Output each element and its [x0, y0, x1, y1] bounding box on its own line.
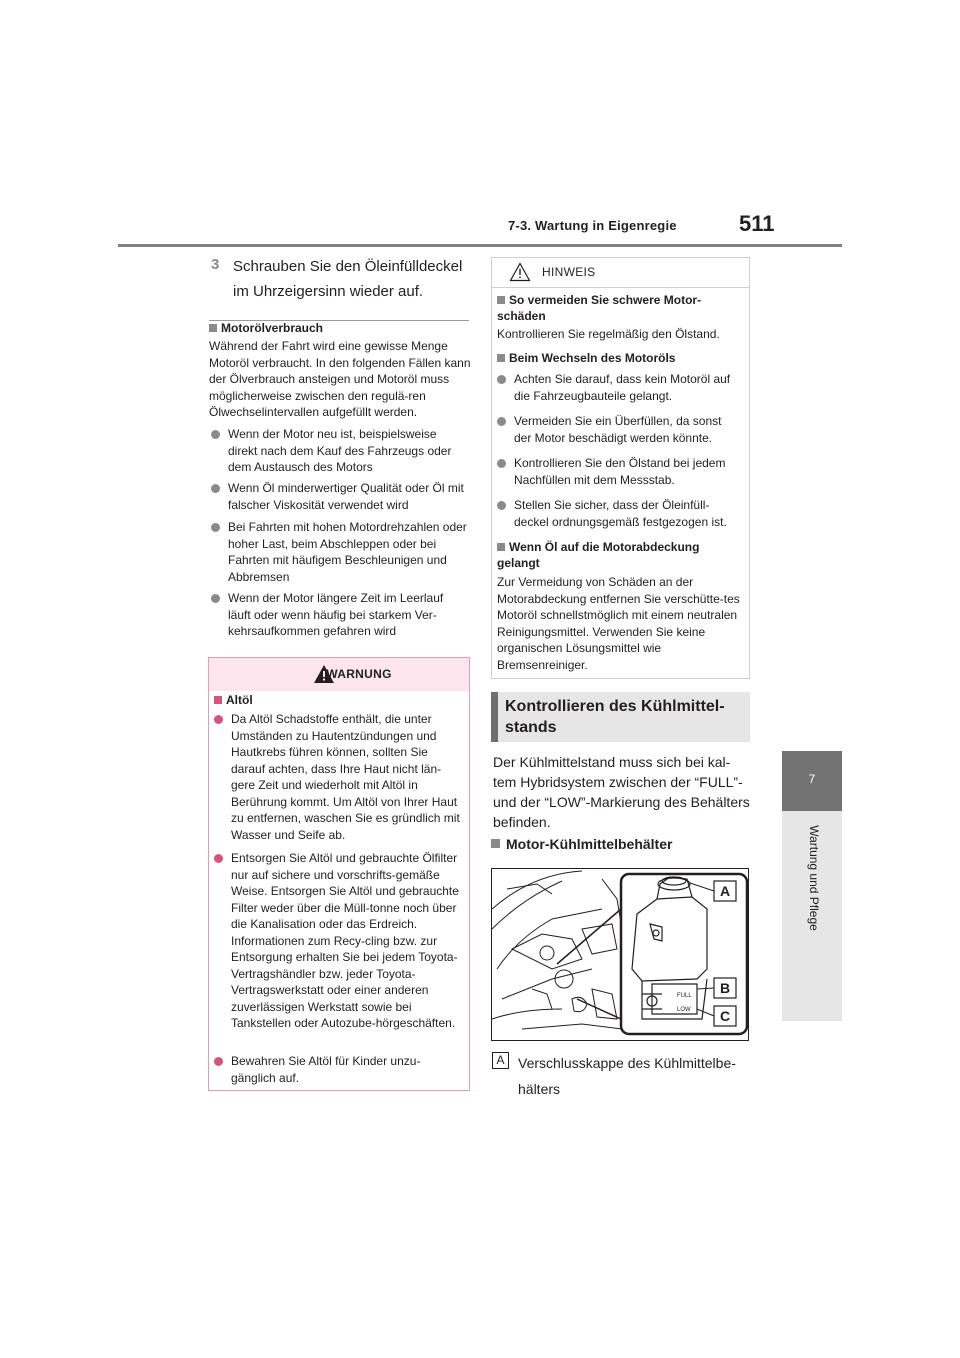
notice-heading-3: Wenn Öl auf die Motorabdeckung gelangt [497, 540, 700, 570]
header-rule [118, 244, 842, 247]
square-bullet-icon [491, 839, 500, 848]
coolant-subheading: Motor-Kühlmittelbehälter [491, 836, 672, 852]
label-a: A [719, 883, 731, 899]
section-heading-bar [491, 692, 498, 742]
bullet-dot-icon [211, 430, 220, 439]
bullet-dot-icon [497, 417, 506, 426]
list-item: Achten Sie darauf, dass kein Motoröl auf die Fahrzeugbauteile gelangt. [497, 371, 742, 404]
oil-consumption-text: Während der Fahrt wird eine gewisse Menge Motoröl verbraucht. In den folgenden Fällen kann der Ölverbrauch ansteigen und Motoröl muss möglicherweise zwischen den regulä-ren Ölwechselintervallen aufgefüllt werden. [209, 339, 471, 419]
square-bullet-icon [209, 324, 217, 332]
square-bullet-icon [497, 354, 505, 362]
section-heading [491, 692, 750, 742]
list-item: Vermeiden Sie ein Überfüllen, da sonst der Motor beschädigt werden könnte. [497, 413, 742, 446]
bullet-dot-icon [497, 375, 506, 384]
list-item: Bewahren Sie Altöl für Kinder unzu-gänglich auf. [214, 1053, 464, 1086]
notice-title: HINWEIS [542, 265, 596, 279]
oil-consumption-heading: Motorölverbrauch [209, 321, 323, 335]
coolant-intro: Der Kühlmittelstand muss sich bei kal-tem Hybridsystem zwischen der “FULL”- und der “LOW”-Markierung des Behälters befinden. [493, 754, 750, 830]
list-item: Wenn der Motor neu ist, beispielsweise direkt nach dem Kauf des Fahrzeugs oder dem Austausch des Motors [211, 426, 469, 476]
warning-heading: Altöl [214, 693, 253, 707]
bullet-dot-icon [211, 594, 220, 603]
chapter-title: Wartung und Pflege [807, 825, 821, 931]
chapter-number: 7 [808, 772, 816, 786]
list-item: Da Altöl Schadstoffe enthält, die unter Umständen zu Hautentzündungen und Hautkrebs führen können, sollten Sie darauf achten, dass Ihre Haut nicht län-gere Zeit und wiederholt mit Altöl in Berührung kommt. Um Altöl von Ihrer Haut zu entfernen, waschen Sie es gründlich mit Wasser und Seife ab. [214, 711, 464, 843]
full-mark-text: FULL [677, 993, 692, 999]
label-b: B [719, 980, 731, 996]
bullet-dot-icon [214, 1057, 223, 1066]
warning-box [208, 657, 470, 1091]
list-item: Wenn Öl minderwertiger Qualität oder Öl mit falscher Viskosität verwendet wird [211, 480, 469, 513]
caption-letter: A [492, 1052, 509, 1069]
square-bullet-icon [497, 543, 505, 551]
caption-text: Verschlusskappe des Kühlmittelbe-hälters [518, 1055, 736, 1097]
list-item: Kontrollieren Sie den Ölstand bei jedem Nachfüllen mit dem Messstab. [497, 455, 742, 488]
notice-box [491, 257, 750, 679]
bullet-dot-icon [214, 715, 223, 724]
engine-bay-drawing [492, 869, 749, 1041]
bullet-dot-icon [211, 484, 220, 493]
running-header: 7-3. Wartung in Eigenregie [508, 218, 677, 233]
low-mark-text: LOW [677, 1007, 691, 1013]
notice-header [492, 258, 749, 288]
step-text: Schrauben Sie den Öleinfülldeckel im Uhrzeigersinn wieder auf. [233, 258, 463, 300]
list-item: Wenn der Motor längere Zeit im Leerlauf läuft oder wenn häufig bei starkem Ver-kehrsaufkommen gefahren wird [211, 590, 469, 640]
section-title: Kontrollieren des Kühlmittel-stands [505, 698, 725, 736]
warning-header [209, 658, 469, 691]
list-item: Entsorgen Sie Altöl und gebrauchte Ölfilter nur auf sichere und vorschrifts-gemäße Weise. Entsorgen Sie Altöl und gebrauchte Filter weder über die Müll-tonne noch über die Kanalisation oder das Erdreich. Informationen zum Recy-cling bzw. zur Entsorgung erhalten Sie bei jedem Toyota-Vertragshändler bzw. jeder Toyota-Vertragswerkstatt oder einer anderen zuverlässigen Werkstatt sowie bei Tankstellen oder Autozube-hörgeschäften. [214, 850, 464, 1032]
square-bullet-icon [214, 696, 222, 704]
notice-text-3: Zur Vermeidung von Schäden an der Motorabdeckung entfernen Sie verschütte-tes Motoröl schnellstmöglich mit einem neutralen Reinigungsmittel. Verwenden Sie keine organischen Lösungsmittel wie Bremsenreiniger. [497, 575, 740, 672]
label-c: C [719, 1008, 731, 1024]
notice-heading-1: So vermeiden Sie schwere Motor-schäden [497, 293, 702, 323]
bullet-dot-icon [497, 459, 506, 468]
square-bullet-icon [497, 296, 505, 304]
page-number: 511 [739, 211, 775, 236]
notice-heading-2: Beim Wechseln des Motoröls [497, 351, 675, 365]
warning-title: WARNUNG [326, 667, 392, 681]
bullet-dot-icon [214, 854, 223, 863]
caution-triangle-icon [509, 262, 531, 282]
list-item: Bei Fahrten mit hohen Motordrehzahlen oder hoher Last, beim Abschleppen oder bei Fahrten mit häufigem Beschleunigen und Abbremsen [211, 519, 469, 585]
coolant-reservoir-illustration [491, 868, 749, 1041]
list-item: Stellen Sie sicher, dass der Öleinfüll-deckel ordnungsgemäß festgezogen ist. [497, 497, 742, 530]
notice-text-1: Kontrollieren Sie regelmäßig den Ölstand. [497, 327, 720, 341]
bullet-dot-icon [211, 523, 220, 532]
step-number: 3 [211, 256, 220, 273]
bullet-dot-icon [497, 501, 506, 510]
